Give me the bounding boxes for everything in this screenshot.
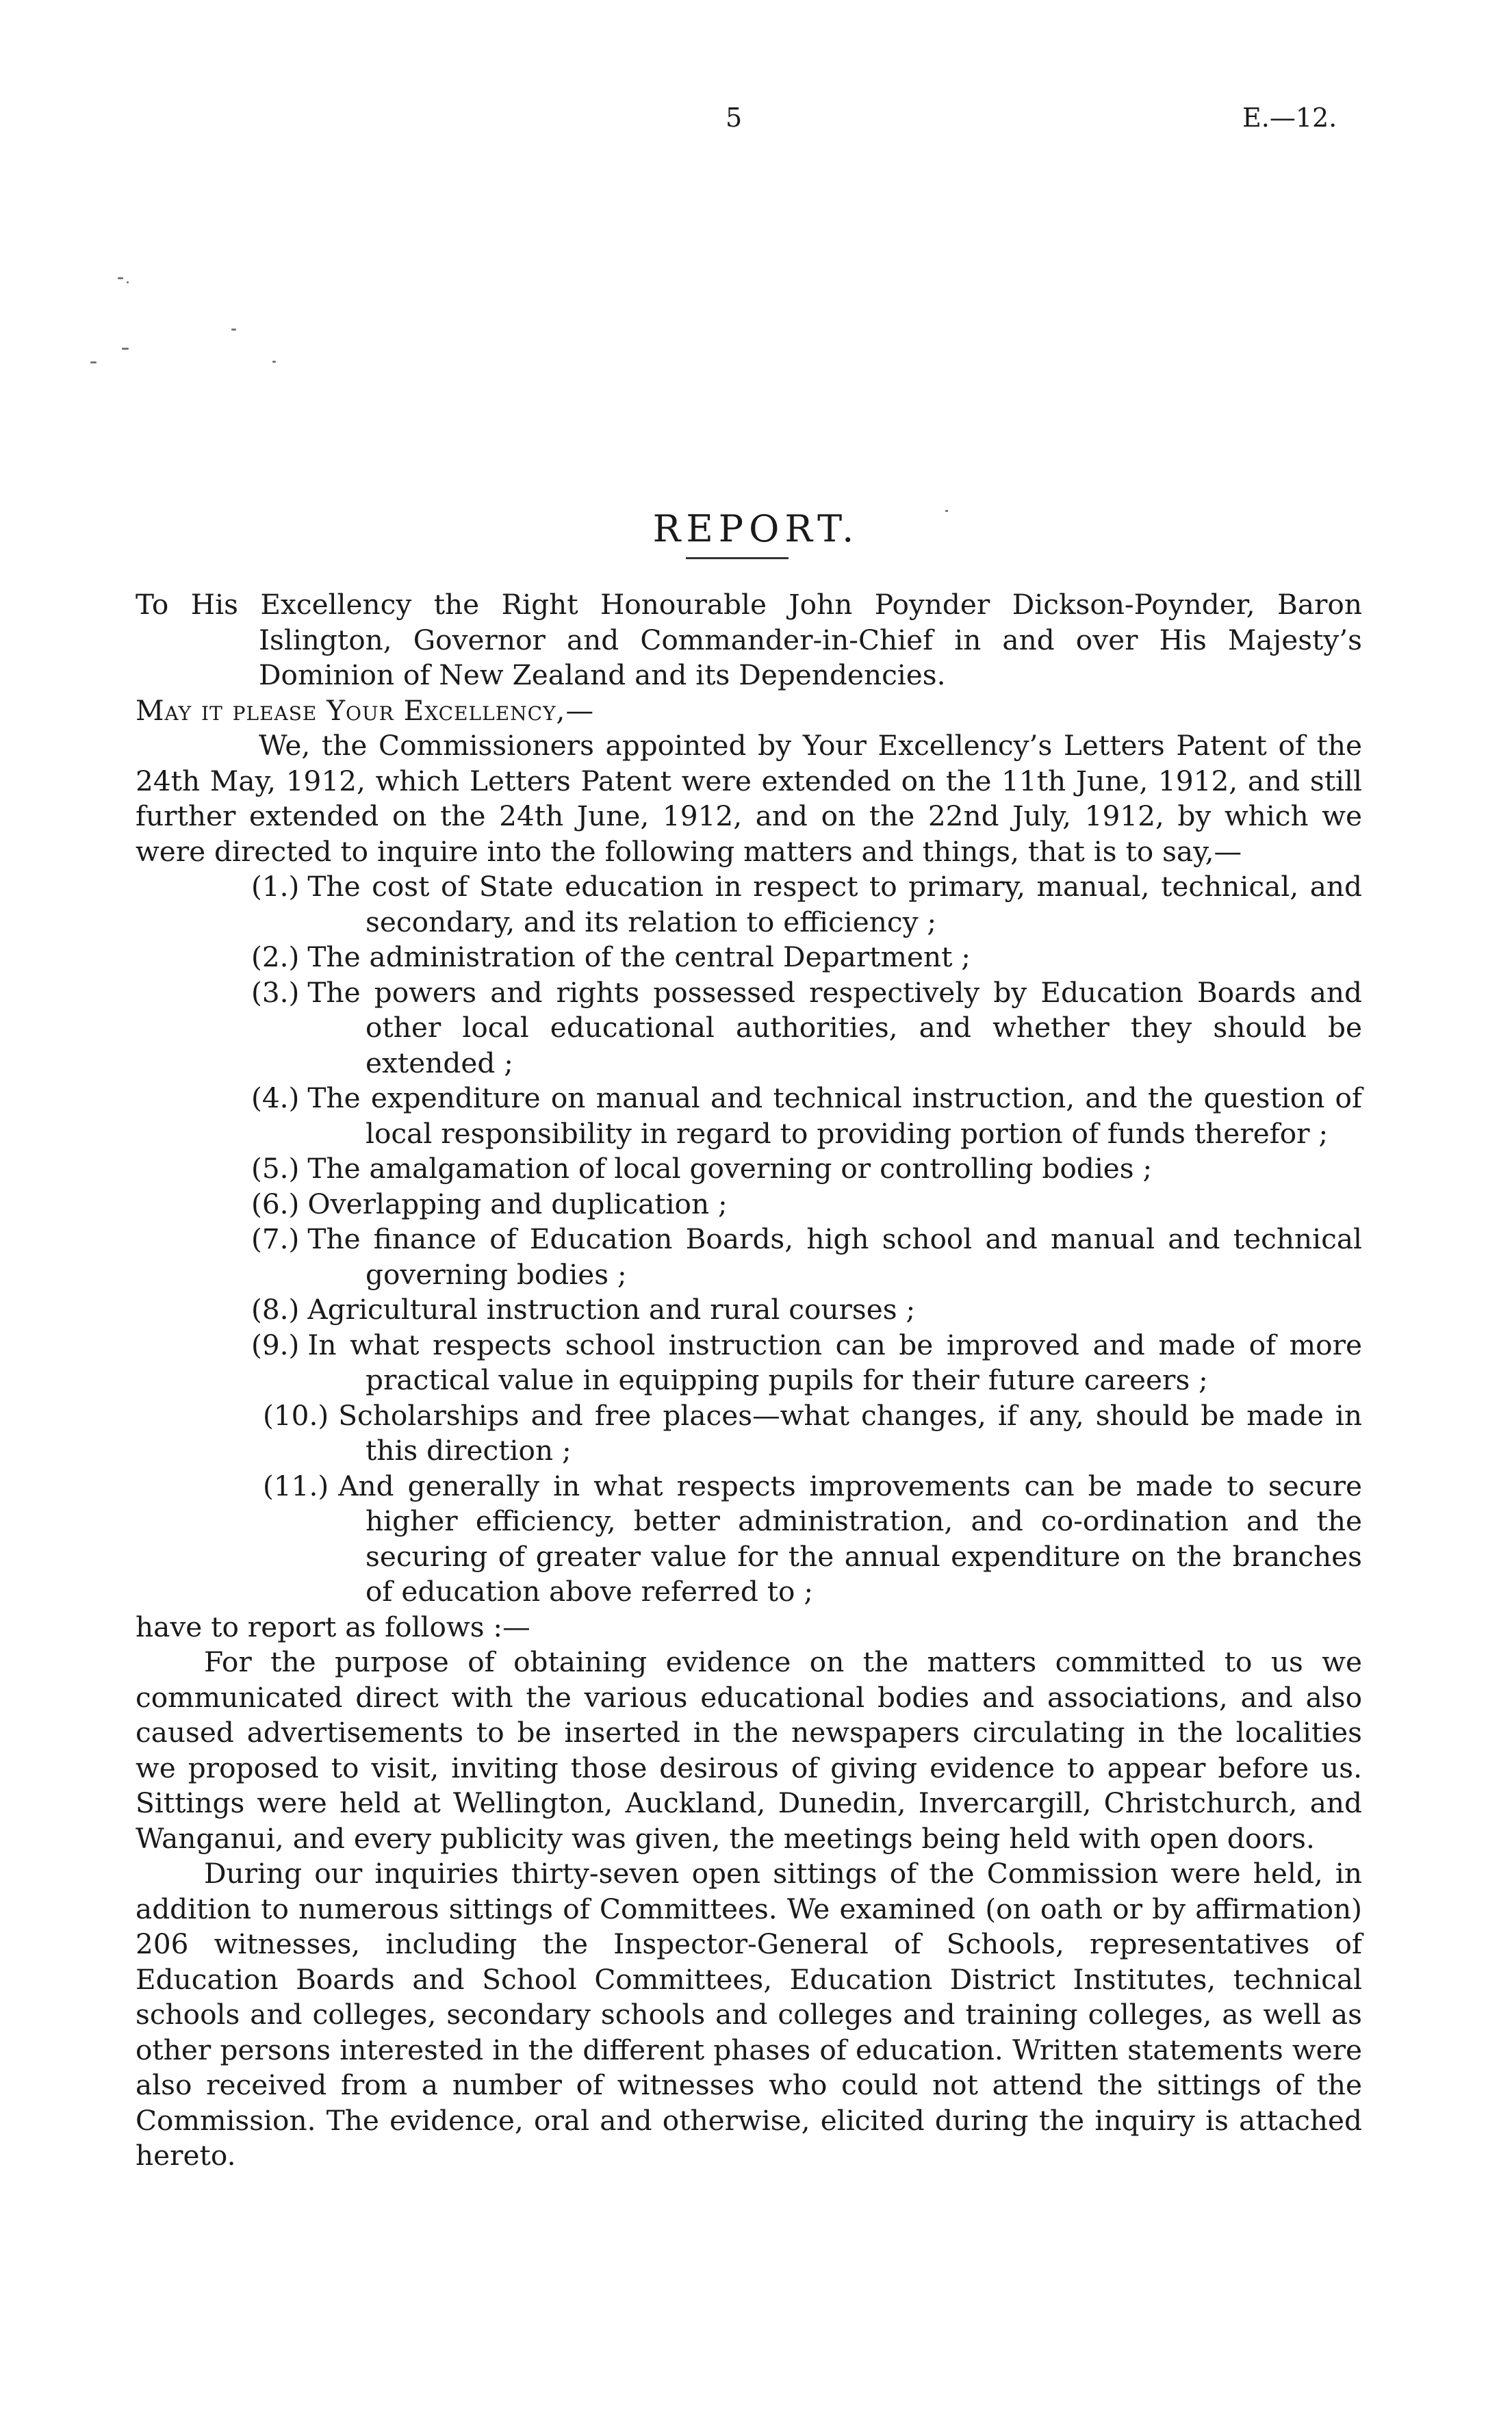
list-item: [136, 1222, 1362, 1292]
list-item: [136, 1469, 1362, 1610]
scan-speck: [127, 281, 129, 283]
list-item-number: (4.): [251, 1081, 300, 1114]
report-title: REPORT.: [652, 507, 860, 551]
list-item-number: (6.): [251, 1187, 300, 1220]
matters-list: [136, 869, 1362, 1610]
page-number: 5: [726, 103, 743, 133]
list-item: [136, 1151, 1362, 1187]
list-item-number: (2.): [251, 940, 300, 973]
report-body: [136, 587, 1362, 2174]
list-item-number: (7.): [251, 1222, 300, 1255]
list-item-number: (1.): [251, 870, 300, 903]
list-item-text: In what respects school instruction can be improved and made of more practical value in equipping pupils for their future careers ;: [307, 1328, 1362, 1396]
list-item: [136, 940, 1362, 975]
list-item: [136, 869, 1362, 940]
list-item-number: (3.): [251, 975, 300, 1009]
scan-speck: [231, 329, 236, 331]
list-item-text: Agricultural instruction and rural courses ;: [307, 1293, 916, 1326]
list-item: [136, 1398, 1362, 1469]
list-item-number: (11.): [263, 1469, 329, 1502]
list-item-text: Overlapping and duplication ;: [307, 1187, 728, 1220]
list-item-text: And generally in what respects improvements can be made to secure higher efficiency, better administration, and co-ordination and the securing of greater value for the annual expenditure on the branches of education above referred to ;: [338, 1469, 1362, 1608]
list-item-text: The amalgamation of local governing or controlling bodies ;: [307, 1152, 1153, 1185]
list-item-text: The powers and rights possessed respectively by Education Boards and other local educational authorities, and whether they should be extended ;: [307, 975, 1362, 1079]
list-item-text: The finance of Education Boards, high school and manual and technical governing bodies ;: [307, 1222, 1362, 1291]
list-item-number: (10.): [263, 1398, 329, 1432]
salutation: May it please Your Excellency,—: [136, 693, 595, 727]
intro-paragraph: We, the Commissioners appointed by Your Excellency’s Letters Patent of the 24th May, 1912, which Letters Patent were extended on the 11th June, 1912, and still further extended on the 24th June, 1912, and on the 22nd July, 1912, by which we were directed to inquire into the following matters and things, that is to say,—: [136, 729, 1362, 868]
report-lead: have to report as follows :—: [136, 1610, 530, 1643]
list-item: [136, 1081, 1362, 1151]
list-item-text: The expenditure on manual and technical instruction, and the question of local responsibility in regard to providing portion of funds therefor ;: [307, 1081, 1362, 1150]
list-item: [136, 1328, 1362, 1398]
list-item: [136, 1292, 1362, 1328]
scan-speck: [272, 361, 276, 363]
scan-speck: [118, 277, 123, 279]
document-code: E.—12.: [1242, 103, 1337, 133]
body-paragraph-inquiries: During our inquiries thirty-seven open sittings of the Commission were held, in addition to numerous sittings of Committees. We examined (on oath or by affirmation) 206 witnesses, including the Inspector-General of Schools, representatives of Education Boards and School Committees, Education District Institutes, technical schools and colleges, secondary schools and colleges and training colleges, as well as other persons interested in the different phases of education. Written statements were also received from a number of witnesses who could not attend the sittings of the Commission. The evidence, oral and otherwise, elicited during the inquiry is attached hereto.: [136, 1857, 1362, 2172]
list-item-number: (9.): [251, 1328, 300, 1361]
page-header: [0, 103, 1512, 144]
address-block: To His Excellency the Right Honourable John Poynder Dickson-Poynder, Baron Islington, Governor and Commander-in-Chief in and over His Majesty’s Dominion of New Zealand and its Dependencies.: [136, 588, 1362, 691]
title-rule: [686, 557, 789, 559]
list-item-number: (8.): [251, 1293, 300, 1326]
body-paragraph-evidence: For the purpose of obtaining evidence on the matters committed to us we communicated direct with the various educational bodies and associations, and also caused advertisements to be inserted in the newspapers circulating in the localities we proposed to visit, inviting those desirous of giving evidence to appear before us. Sittings were held at Wellington, Auckland, Dunedin, Invercargill, Christchurch, and Wanganui, and every publicity was given, the meetings being held with open doors.: [136, 1645, 1362, 1855]
scan-speck: [122, 348, 129, 350]
scan-speck: [90, 361, 97, 363]
list-item: [136, 1187, 1362, 1222]
list-item-text: The administration of the central Department ;: [307, 940, 971, 973]
list-item-text: Scholarships and free places—what changes, if any, should be made in this direction ;: [338, 1398, 1362, 1467]
list-item-number: (5.): [251, 1152, 300, 1185]
list-item: [136, 975, 1362, 1081]
list-item-text: The cost of State education in respect to primary, manual, technical, and secondary, and its relation to efficiency ;: [307, 870, 1362, 938]
